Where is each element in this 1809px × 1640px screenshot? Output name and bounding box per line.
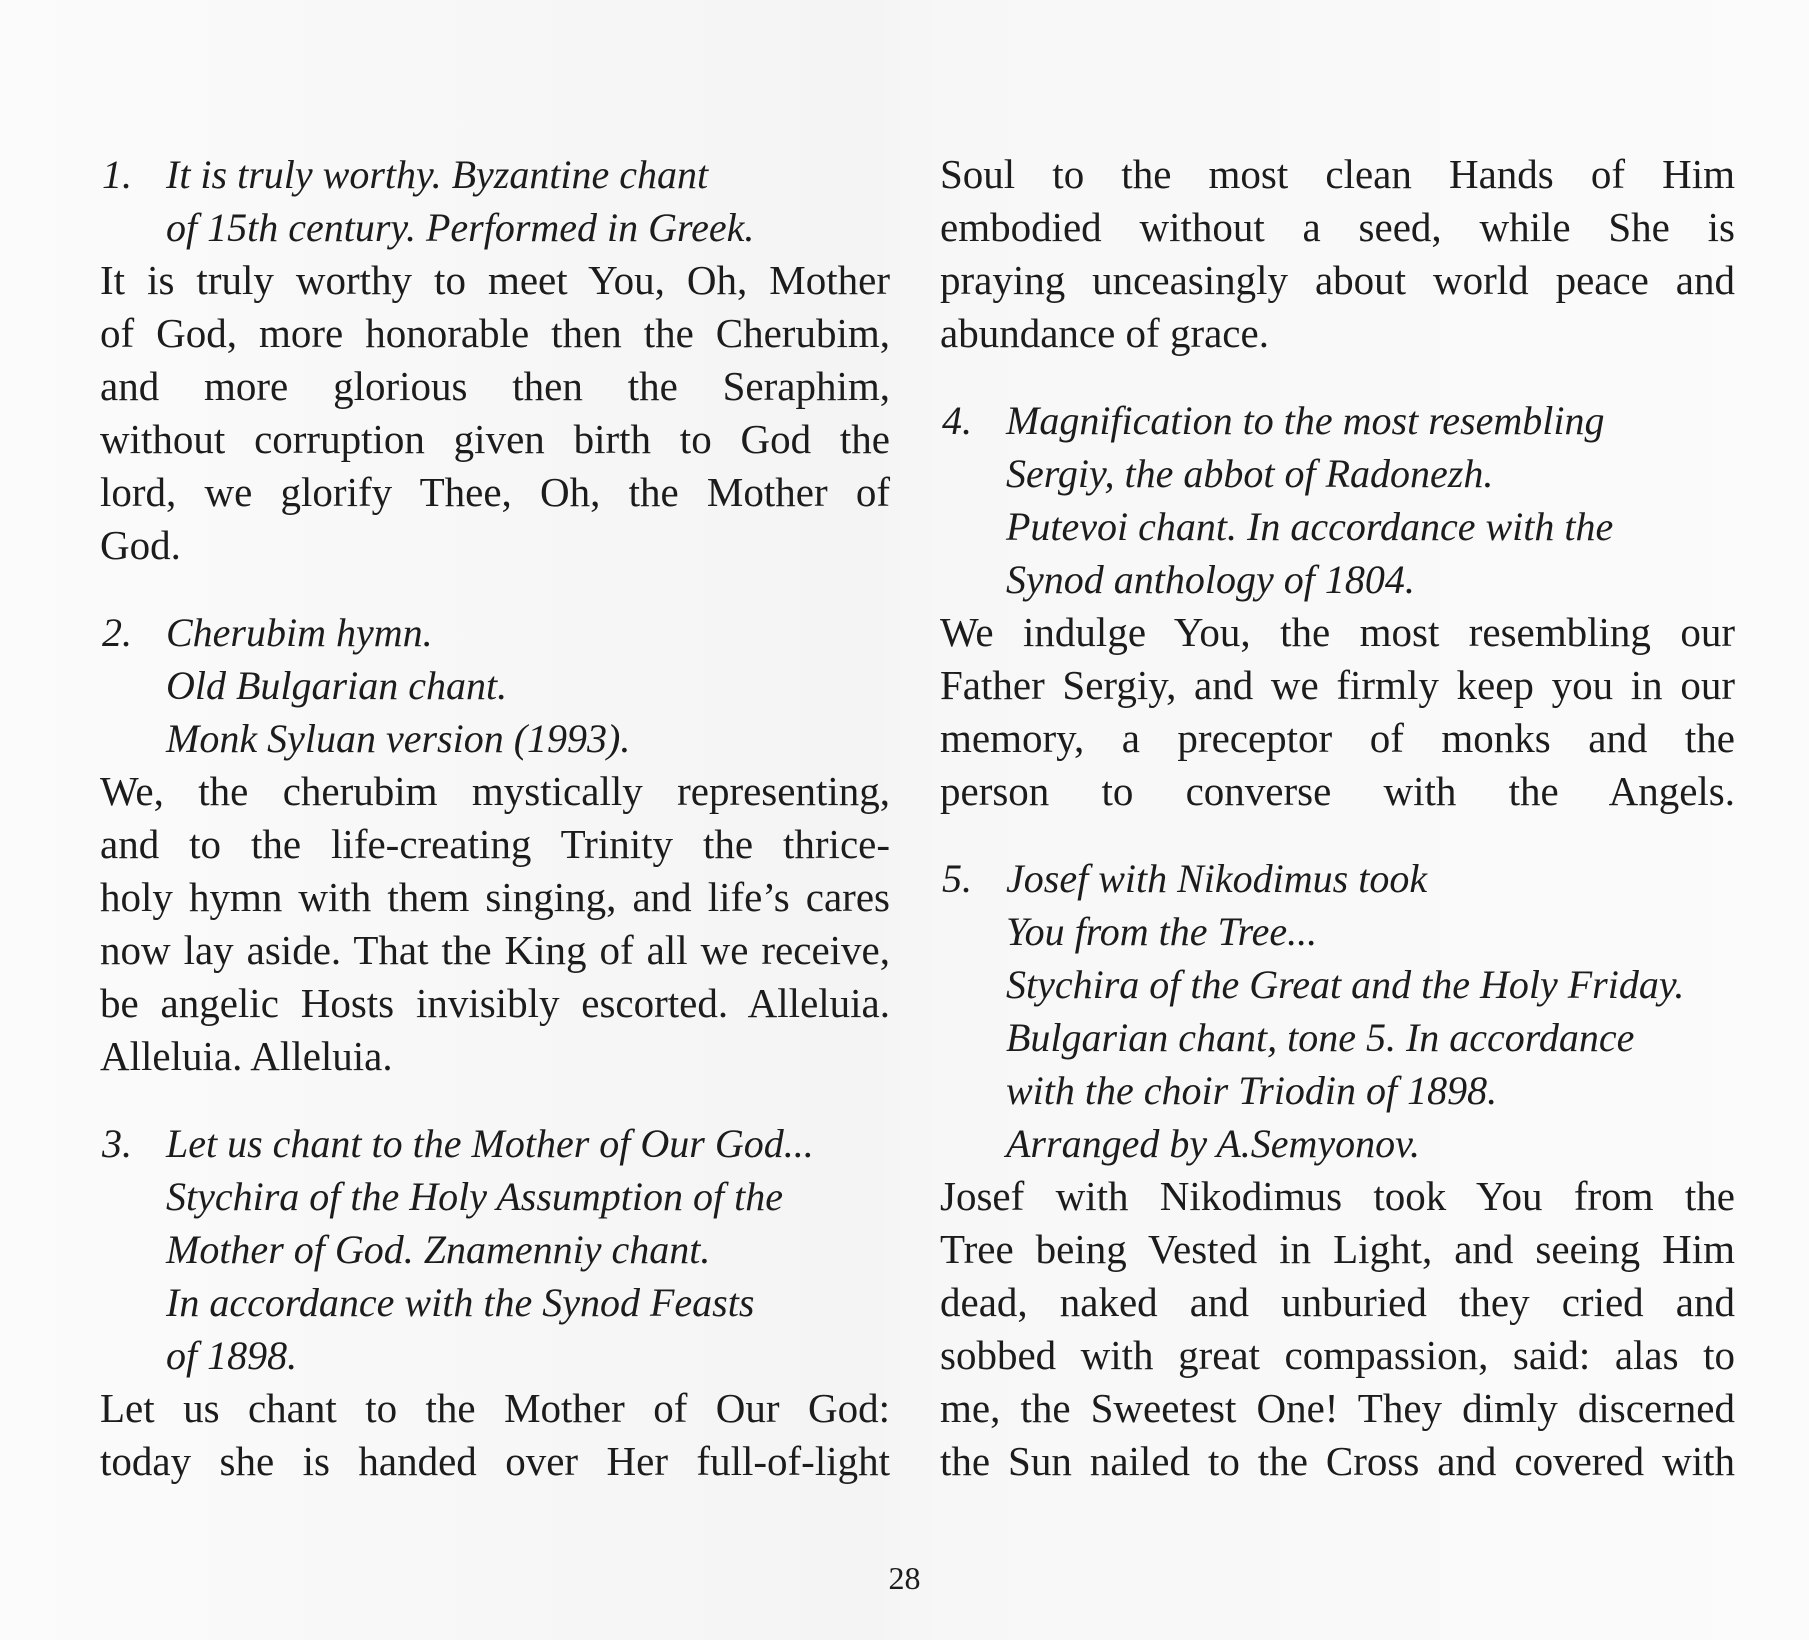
lyrics-line: God. (100, 522, 181, 568)
heading-line: Cherubim hymn. (166, 610, 433, 655)
track-2-section (100, 606, 890, 1083)
lyrics-line: holy hymn with them singing, and life’s cares (100, 874, 890, 920)
lyrics-line: the Sun nailed to the Cross and covered with (940, 1438, 1735, 1484)
track-1-lyrics (100, 254, 890, 572)
track-number: 4. (942, 398, 972, 443)
lyrics-line: of God, more honorable then the Cherubim, (100, 310, 890, 356)
track-3-lyrics (100, 1382, 890, 1488)
heading-line: Magnification to the most resembling (1006, 398, 1605, 443)
track-4-heading (940, 394, 1735, 606)
lyrics-line: Tree being Vested in Light, and seeing Him (940, 1226, 1735, 1272)
track-4-section (940, 394, 1735, 818)
track-number: 1. (102, 152, 132, 197)
lyrics-line: Josef with Nikodimus took You from the (940, 1173, 1735, 1219)
track-3-lyrics-continued (940, 148, 1735, 360)
track-5-lyrics (940, 1170, 1735, 1488)
heading-line: of 1898. (166, 1333, 298, 1378)
lyrics-line: and to the life-creating Trinity the thrice- (100, 821, 890, 867)
track-3-heading (100, 1117, 890, 1382)
lyrics-line: person to converse with the Angels. (940, 768, 1735, 814)
heading-line: Synod anthology of 1804. (1006, 557, 1415, 602)
track-3-section (100, 1117, 890, 1488)
lyrics-line: praying unceasingly about world peace and (940, 257, 1735, 303)
track-number: 5. (942, 856, 972, 901)
lyrics-line: embodied without a seed, while She is (940, 204, 1735, 250)
track-5-heading (940, 852, 1735, 1170)
track-number: 3. (102, 1121, 132, 1166)
track-5-section (940, 852, 1735, 1488)
heading-line: Monk Syluan version (1993). (166, 716, 631, 761)
lyrics-line: Let us chant to the Mother of Our God: (100, 1385, 890, 1431)
heading-line: of 15th century. Performed in Greek. (166, 205, 755, 250)
lyrics-line: now lay aside. That the King of all we receive, (100, 927, 890, 973)
lyrics-line: be angelic Hosts invisibly escorted. Alleluia. (100, 980, 890, 1026)
right-column (940, 148, 1735, 1488)
left-column (100, 148, 890, 1488)
lyrics-line: Father Sergiy, and we firmly keep you in our (940, 662, 1735, 708)
lyrics-line: It is truly worthy to meet You, Oh, Mother (100, 257, 890, 303)
heading-line: Old Bulgarian chant. (166, 663, 508, 708)
lyrics-line: Soul to the most clean Hands of Him (940, 151, 1735, 197)
heading-line: Arranged by A.Semyonov. (1006, 1121, 1420, 1166)
track-1-heading (100, 148, 890, 254)
lyrics-line: lord, we glorify Thee, Oh, the Mother of (100, 469, 890, 515)
heading-line: Stychira of the Great and the Holy Friday. (1006, 962, 1685, 1007)
heading-line: In accordance with the Synod Feasts (166, 1280, 755, 1325)
track-3-continuation (940, 148, 1735, 360)
heading-line: Mother of God. Znamenniy chant. (166, 1227, 711, 1272)
page-number: 28 (888, 1560, 921, 1596)
track-1-section (100, 148, 890, 572)
lyrics-line: without corruption given birth to God the (100, 416, 890, 462)
lyrics-line: me, the Sweetest One! They dimly discerned (940, 1385, 1735, 1431)
lyrics-line: dead, naked and unburied they cried and (940, 1279, 1735, 1325)
lyrics-line: today she is handed over Her full-of-light (100, 1438, 890, 1484)
track-2-lyrics (100, 765, 890, 1083)
track-4-lyrics (940, 606, 1735, 818)
heading-line: Sergiy, the abbot of Radonezh. (1006, 451, 1494, 496)
heading-line: It is truly worthy. Byzantine chant (166, 152, 709, 197)
lyrics-line: Alleluia. Alleluia. (100, 1033, 393, 1079)
lyrics-line: abundance of grace. (940, 310, 1269, 356)
lyrics-line: We indulge You, the most resembling our (940, 609, 1735, 655)
heading-line: Josef with Nikodimus took (1006, 856, 1428, 901)
heading-line: Bulgarian chant, tone 5. In accordance (1006, 1015, 1635, 1060)
lyrics-line: We, the cherubim mystically representing, (100, 768, 890, 814)
heading-line: Putevoi chant. In accordance with the (1006, 504, 1614, 549)
lyrics-line: and more glorious then the Seraphim, (100, 363, 890, 409)
track-2-heading (100, 606, 890, 765)
lyrics-line: sobbed with great compassion, said: alas to (940, 1332, 1735, 1378)
heading-line: with the choir Triodin of 1898. (1006, 1068, 1498, 1113)
track-number: 2. (102, 610, 132, 655)
heading-line: Stychira of the Holy Assumption of the (166, 1174, 783, 1219)
lyrics-line: memory, a preceptor of monks and the (940, 715, 1735, 761)
heading-line: Let us chant to the Mother of Our God... (166, 1121, 814, 1166)
heading-line: You from the Tree... (1006, 909, 1318, 954)
